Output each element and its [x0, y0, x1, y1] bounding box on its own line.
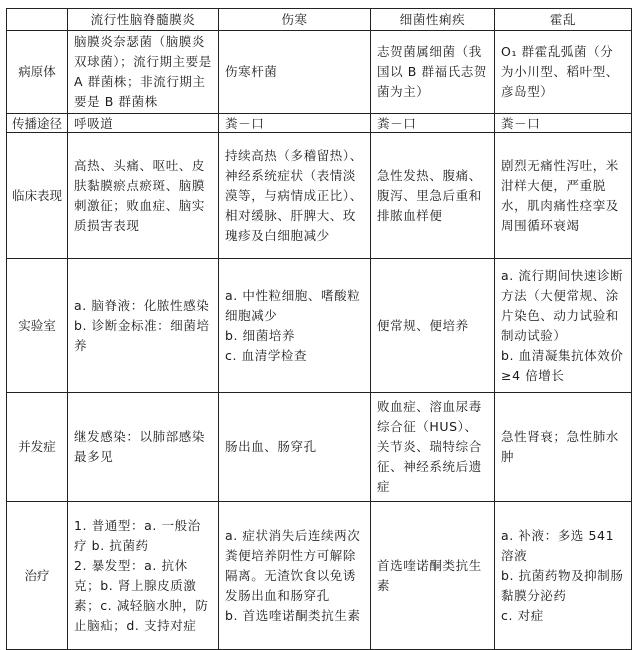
- header-row: [7, 9, 632, 31]
- cell-line: a. 中性粒细胞、嗜酸粒细胞减少: [225, 287, 361, 323]
- cell-transmission-meningitis: [68, 114, 219, 133]
- cell-line: b. 诊断金标准：细菌培养: [74, 317, 210, 353]
- cell-line: 急性肾衰；急性肺水肿: [501, 429, 619, 464]
- cell-line: 呼吸道: [74, 115, 114, 131]
- cell-transmission-cholera: [495, 114, 632, 133]
- cell-transmission-typhoid: [219, 114, 371, 133]
- cell-line: 高热、头痛、呕吐、皮肤黏膜瘀点瘀斑、脑膜刺激征；败血症、脑实质损害表现: [74, 157, 206, 233]
- table-row-pathogen: [7, 31, 632, 114]
- cell-treatment-dysentery: [371, 502, 495, 650]
- cell-line: 粪－口: [377, 115, 417, 131]
- cell-line: a. 补液：多选 541 溶液: [501, 527, 615, 563]
- row-label-transmission: 传播途径: [7, 114, 68, 133]
- row-label-treatment: 治疗: [7, 502, 68, 650]
- table-row-treatment: [7, 502, 632, 650]
- row-label-clinical: 临床表现: [7, 133, 68, 259]
- cell-treatment-meningitis: [68, 502, 219, 650]
- column-header-typhoid: 伤寒: [219, 9, 371, 31]
- cell-laboratory-cholera: [495, 259, 632, 393]
- cell-treatment-cholera: [495, 502, 632, 650]
- cell-complications-meningitis: [68, 393, 219, 502]
- cell-line: b. 血清凝集抗体效价≥4 倍增长: [501, 347, 624, 383]
- cell-laboratory-dysentery: [371, 259, 495, 393]
- cell-line: 2. 暴发型：a. 抗休克；b. 肾上腺皮质激素；c. 减轻脑水肿，防止脑疝；d. 支持对症: [74, 557, 209, 633]
- column-header-dysentery: 细菌性痢疾: [371, 9, 495, 31]
- row-label-laboratory: 实验室: [7, 259, 68, 393]
- cell-pathogen-dysentery: [371, 31, 495, 114]
- cell-line: 首选喹诺酮类抗生素: [377, 557, 482, 593]
- cell-complications-dysentery: [371, 393, 495, 502]
- column-header-meningitis: 流行性脑脊髓膜炎: [68, 9, 219, 31]
- cell-complications-typhoid: [219, 393, 371, 502]
- cell-clinical-cholera: [495, 133, 632, 259]
- corner-cell: [7, 9, 68, 31]
- cell-line: 剧烈无痛性泻吐，米泔样大便，严重脱水，肌肉痛性痉挛及周围循环衰竭: [501, 157, 619, 233]
- cell-pathogen-cholera: [495, 31, 632, 114]
- cell-complications-cholera: [495, 393, 632, 502]
- cell-line: 便常规、便培养: [377, 317, 469, 333]
- cell-treatment-typhoid: [219, 502, 371, 650]
- table-row-clinical: [7, 133, 632, 259]
- disease-comparison-table: [6, 8, 632, 650]
- cell-line: O₁ 群霍乱弧菌（分为小川型、稻叶型、彦岛型）: [501, 44, 619, 99]
- cell-laboratory-typhoid: [219, 259, 371, 393]
- table-row-laboratory: [7, 259, 632, 393]
- cell-line: 肠出血、肠穿孔: [225, 439, 317, 454]
- table-row-complications: [7, 393, 632, 502]
- row-label-pathogen: 病原体: [7, 31, 68, 114]
- cell-line: a. 脑脊液：化脓性感染: [74, 297, 210, 313]
- cell-line: 粪－口: [225, 115, 265, 131]
- cell-pathogen-meningitis: [68, 31, 219, 114]
- cell-transmission-dysentery: [371, 114, 495, 133]
- cell-line: 败血症、溶血尿毒综合征（HUS）、关节炎、瑞特综合征、神经系统后遗症: [377, 399, 482, 494]
- cell-pathogen-typhoid: [219, 31, 371, 114]
- column-header-cholera: 霍乱: [495, 9, 632, 31]
- cell-line: a. 流行期间快速诊断方法（大便常规、涂片染色、动力试验和制动试验）: [501, 267, 624, 343]
- cell-line: 脑膜炎奈瑟菌（脑膜炎双球菌）；流行期主要是 A 群菌株；非流行期主要是 B 群菌株: [74, 34, 212, 109]
- cell-line: 伤寒杆菌: [225, 64, 278, 79]
- table-row-transmission: [7, 114, 632, 133]
- cell-line: 粪－口: [501, 115, 541, 131]
- cell-laboratory-meningitis: [68, 259, 219, 393]
- cell-line: c. 血清学检查: [225, 347, 308, 363]
- cell-line: b. 首选喹诺酮类抗生素: [225, 607, 361, 623]
- cell-clinical-typhoid: [219, 133, 371, 259]
- cell-line: 继发感染：以肺部感染最多见: [74, 429, 206, 464]
- cell-line: b. 细菌培养: [225, 327, 296, 343]
- cell-line: 持续高热（多稽留热）、神经系统症状（表情淡漠等，与病情成正比）、相对缓脉、肝脾大、玫瑰疹及白细胞减少: [225, 147, 363, 243]
- row-label-complications: 并发症: [7, 393, 68, 502]
- cell-clinical-dysentery: [371, 133, 495, 259]
- cell-line: a. 症状消失后连续两次粪便培养阴性方可解除隔离。无渣饮食以免诱发肠出血和肠穿孔: [225, 527, 361, 603]
- cell-line: 急性发热、腹痛、腹泻、里急后重和排脓血样便: [377, 167, 482, 223]
- cell-line: 1. 普通型：a. 一般治疗 b. 抗菌药: [74, 517, 201, 553]
- cell-line: c. 对症: [501, 607, 544, 623]
- cell-line: 志贺菌属细菌（我国以 B 群福氏志贺菌为主）: [377, 44, 488, 99]
- cell-clinical-meningitis: [68, 133, 219, 259]
- cell-line: b. 抗菌药物及抑制肠黏膜分泌药: [501, 567, 624, 603]
